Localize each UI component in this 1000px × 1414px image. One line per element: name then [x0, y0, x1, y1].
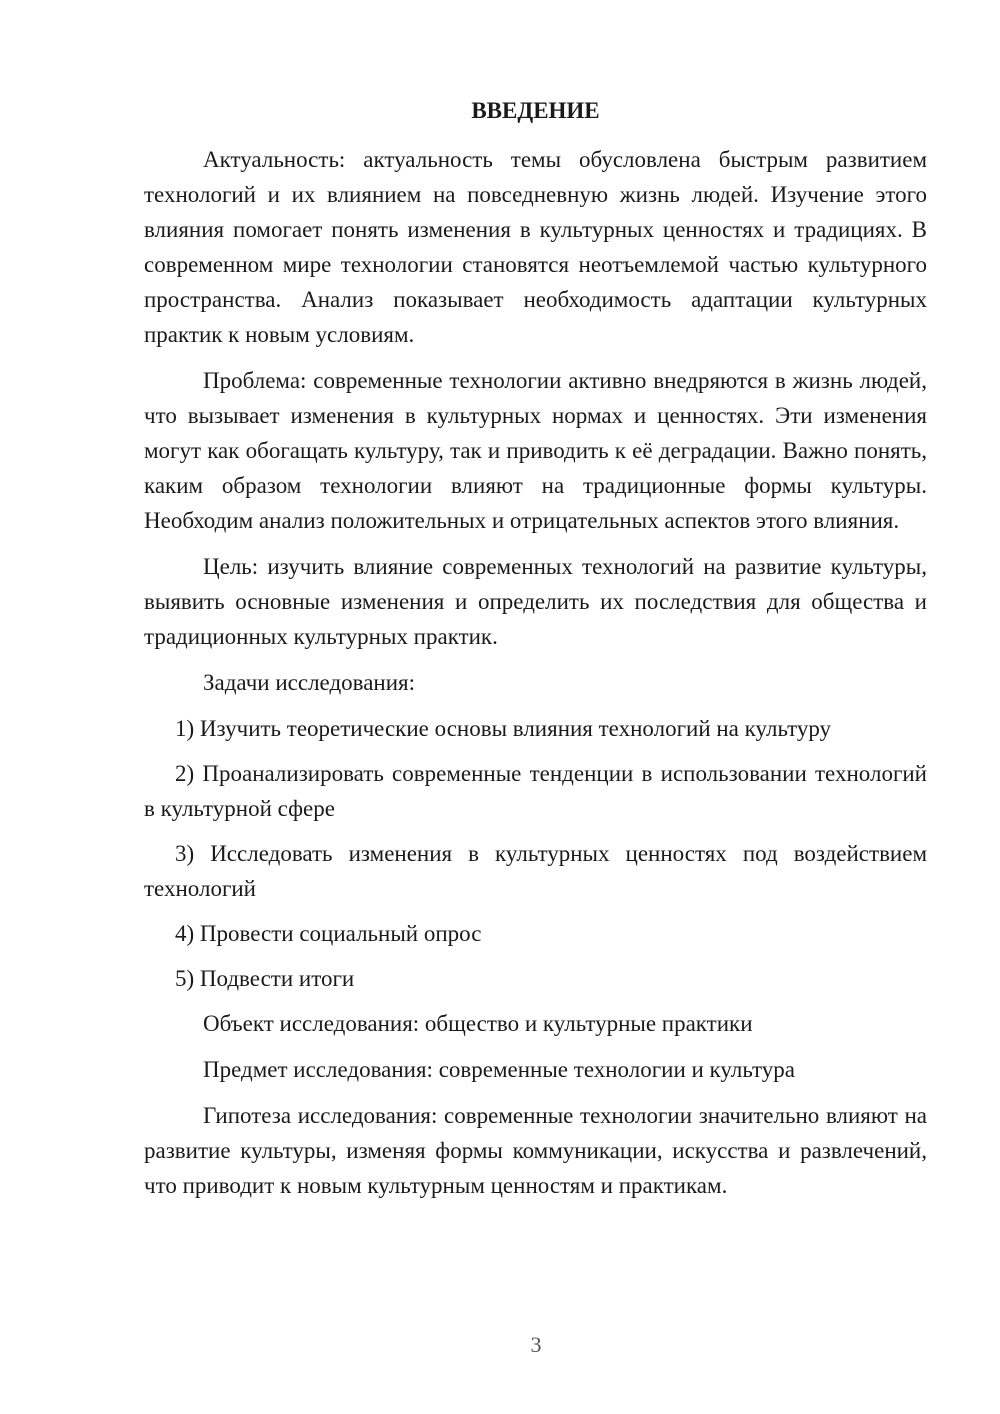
- subject-paragraph: Предмет исследования: современные технологии и культура: [203, 1057, 795, 1082]
- section-heading: ВВЕДЕНИЕ: [471, 98, 600, 123]
- object-paragraph: Объект исследования: общество и культурные практики: [203, 1011, 753, 1036]
- goal-paragraph: Цель: изучить влияние современных технологий на развитие культуры, выявить основные изменения и определить их последствия для общества и традиционных культурных практик.: [144, 554, 927, 649]
- tasks-heading: Задачи исследования:: [203, 670, 416, 695]
- problem-paragraph: Проблема: современные технологии активно внедряются в жизнь людей, что вызывает изменения в культурных нормах и ценностях. Эти изменения могут как обогащать культуру, так и приводить к её деградации. Важно понять, каким образом технологии влияют на традиционные формы культуры. Необходим анализ положительных и отрицательных аспектов этого влияния.: [144, 368, 927, 533]
- task-item-5: 5) Подвести итоги: [175, 966, 355, 991]
- task-item-4: 4) Провести социальный опрос: [175, 921, 482, 946]
- page-number: 3: [530, 1332, 542, 1357]
- task-item-1: 1) Изучить теоретические основы влияния технологий на культуру: [175, 716, 832, 741]
- task-item-3: 3) Исследовать изменения в культурных ценностях под воздействием технологий: [144, 841, 927, 901]
- page-content: [144, 96, 927, 1214]
- relevance-paragraph: Актуальность: актуальность темы обусловлена быстрым развитием технологий и их влиянием на повседневную жизнь людей. Изучение этого влияния помогает понять изменения в культурных ценностях и традициях. В современном мире технологии становятся неотъемлемой частью культурного пространства. Анализ показывает необходимость адаптации культурных практик к новым условиям.: [144, 147, 927, 347]
- task-item-2: 2) Проанализировать современные тенденции в использовании технологий в культурной сфере: [144, 761, 927, 821]
- hypothesis-paragraph: Гипотеза исследования: современные технологии значительно влияют на развитие культуры, изменяя формы коммуникации, искусства и развлечений, что приводит к новым культурным ценностям и практикам.: [144, 1103, 927, 1198]
